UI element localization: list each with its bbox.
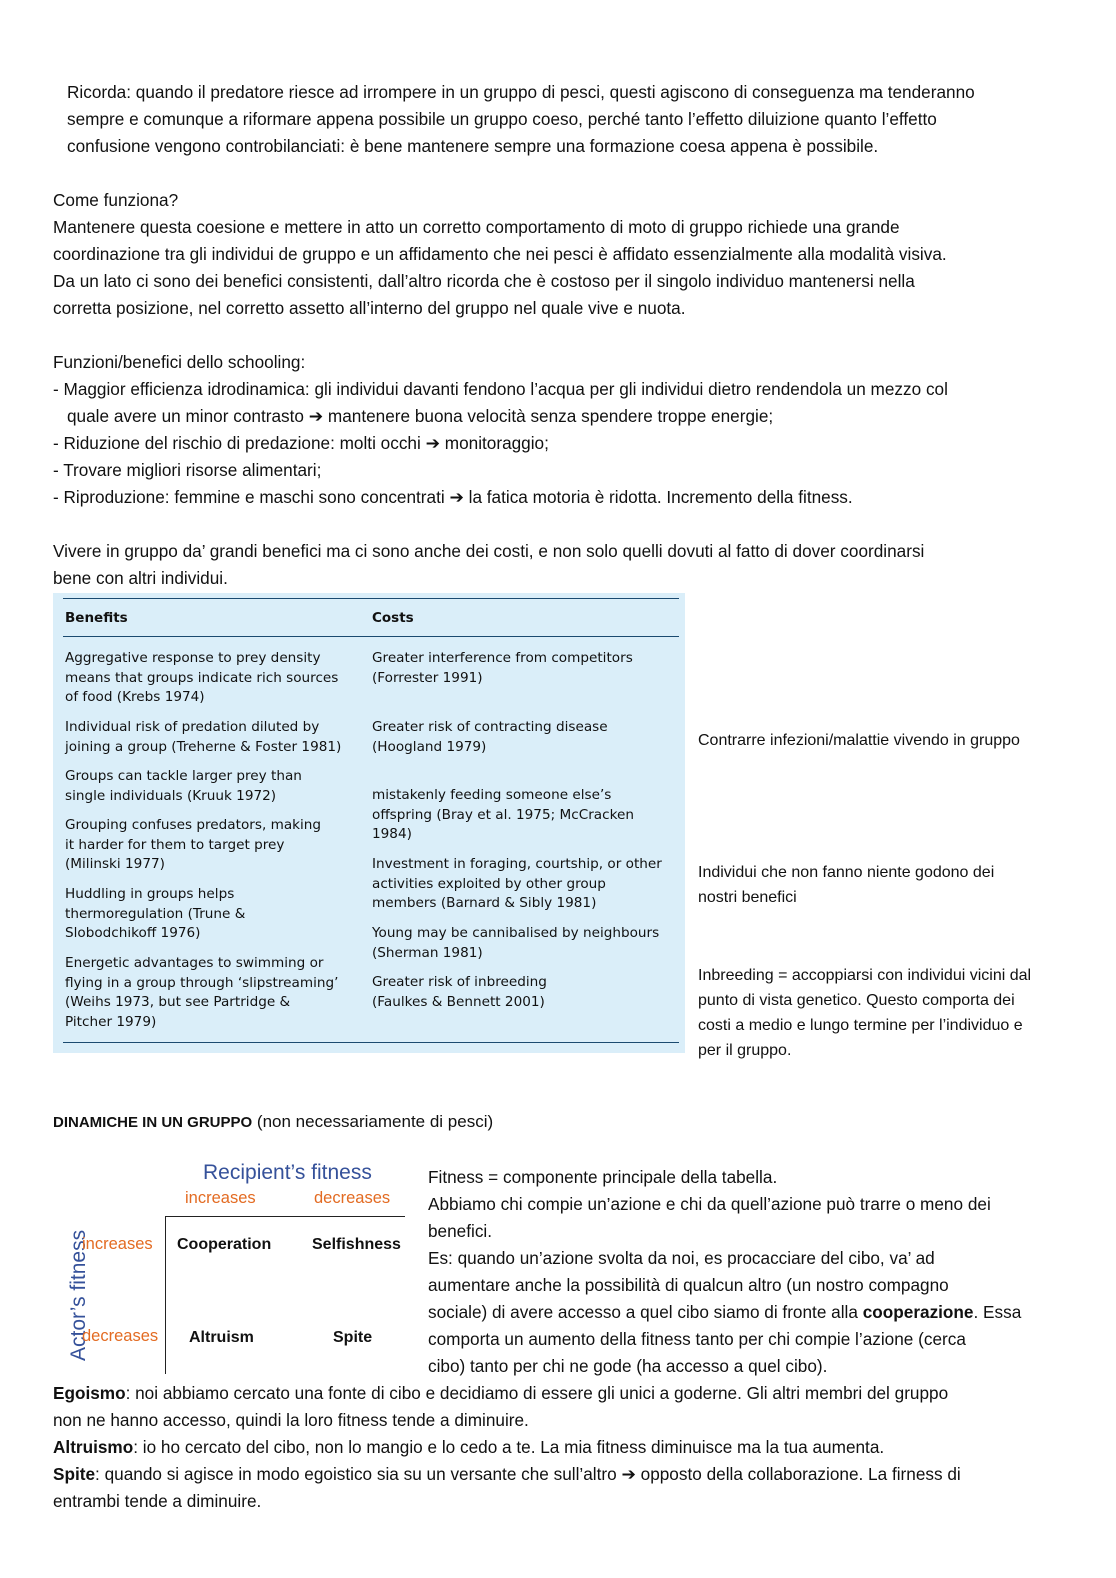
intro-line: sempre e comunque a riformare appena possibile un gruppo coeso, perché tanto l’effetto diluizione quanto l’effetto	[67, 109, 937, 129]
dynamics-subtitle: (non necessariamente di pesci)	[252, 1112, 494, 1131]
recipient-decreases: decreases	[314, 1189, 391, 1207]
benefit-entry: Huddling in groups helps thermoregulation (Trune & Slobodchikoff 1976)	[65, 886, 246, 942]
benefit-entry: Groups can tackle larger prey than single individuals (Kruuk 1972)	[65, 768, 302, 804]
note-inbreeding: Inbreeding = accoppiarsi con individui vicini dal punto di vista genetico. Questo comporta dei costi a medio e lungo termine per l’individuo e per il gruppo.	[698, 967, 1032, 1059]
actor-increases: increases	[82, 1235, 153, 1253]
how-paragraph	[53, 187, 947, 322]
functions-item: - Riduzione del rischio di predazione: molti occhi ➔ monitoraggio;	[53, 433, 549, 453]
benefit-entry: Individual risk of predation diluted by joining a group (Treherne & Foster 1981)	[65, 719, 342, 755]
benefits-header: Benefits	[65, 610, 128, 626]
cost-entry: Investment in foraging, courtship, or other activities exploited by other group members (Barnard & Sibly 1981)	[372, 856, 662, 912]
cell-cooperation: Cooperation	[177, 1236, 272, 1253]
definition-altruismo: Altruismo: io ho cercato del cibo, non lo mangio e lo cedo a te. La mia fitness diminuisce ma la tua aumenta.	[53, 1437, 885, 1457]
table-top-rule	[63, 598, 679, 599]
functions-item: - Riproduzione: femmine e maschi sono concentrati ➔ la fatica motoria è ridotta. Incremento della fitness.	[53, 487, 853, 507]
fitness-paragraph: Fitness = componente principale della tabella. Abbiamo chi compie un’azione e chi da quell’azione può trarre o meno dei benefici. Es: quando un’azione svolta da noi, es procacciare del cibo, va’ ad aumentare anche la possibilità di qualcun altro (un nostro compagno sociale) di avere accesso a quel cibo siamo di fronte alla cooperazione. Essa comporta un aumento della fitness tanto per chi compie l’azione (cerca cibo) tanto per chi ne gode (ha accesso a quel cibo).	[428, 1167, 1022, 1376]
cost-entry: mistakenly feeding someone else’s offspring (Bray et al. 1975; McCracken 1984)	[372, 787, 634, 843]
group-living-line: bene con altri individui.	[53, 568, 228, 588]
matrix-horizontal-rule	[165, 1216, 405, 1217]
intro-paragraph	[67, 79, 975, 160]
functions-list	[53, 349, 948, 511]
cost-entry: Greater risk of contracting disease (Hoogland 1979)	[372, 719, 608, 755]
actor-decreases: decreases	[82, 1327, 159, 1345]
intro-line: confusione vengono controbilanciati: è bene mantenere sempre una formazione coesa appena è possibile.	[67, 136, 879, 156]
how-question: Come funziona?	[53, 190, 179, 210]
fitness-matrix	[52, 1160, 420, 1375]
cell-selfishness: Selfishness	[312, 1236, 401, 1253]
table-bottom-rule	[63, 1042, 679, 1043]
functions-item: - Trovare migliori risorse alimentari;	[53, 460, 322, 480]
how-line: corretta posizione, nel corretto assetto all’interno del gruppo nel quale vive e nuota.	[53, 298, 686, 318]
benefit-entry: Grouping confuses predators, making it harder for them to target prey (Milinski 1977)	[65, 817, 322, 873]
costs-header: Costs	[372, 610, 414, 626]
recipient-increases: increases	[185, 1189, 256, 1207]
definition-egoismo: Egoismo: noi abbiamo cercato una fonte di cibo e decidiamo di essere gli unici a goderne. Gli altri membri del gruppo	[53, 1383, 949, 1403]
note-freeriders: Individui che non fanno niente godono dei nostri benefici	[698, 864, 995, 906]
cost-entry: Greater interference from competitors (Forrester 1991)	[372, 650, 633, 686]
benefit-entry: Energetic advantages to swimming or flying in a group through ‘slipstreaming’ (Weihs 1973, but see Partridge & Pitcher 1979)	[65, 955, 339, 1030]
cost-entry: Greater risk of inbreeding (Faulkes & Bennett 2001)	[372, 974, 547, 1010]
functions-item-continued: quale avere un minor contrasto ➔ mantenere buona velocità senza spendere troppe energie;	[67, 406, 774, 426]
how-line: Da un lato ci sono dei benefici consistenti, dall’altro ricorda che è costoso per il singolo individuo mantenersi nella	[53, 271, 915, 291]
functions-title: Funzioni/benefici dello schooling:	[53, 352, 306, 372]
how-line: coordinazione tra gli individui de gruppo e un affidamento che nei pesci è affidato essenzialmente alla modalità visiva.	[53, 244, 947, 264]
how-line: Mantenere questa coesione e mettere in atto un corretto comportamento di moto di gruppo richiede una grande	[53, 217, 900, 237]
group-living-line: Vivere in gruppo da’ grandi benefici ma ci sono anche dei costi, e non solo quelli dovuti al fatto di dover coordinarsi	[53, 541, 925, 561]
intro-line: Ricorda: quando il predatore riesce ad irrompere in un gruppo di pesci, questi agiscono di conseguenza ma tenderanno	[67, 82, 975, 102]
cell-spite: Spite	[333, 1329, 373, 1346]
definition-spite: Spite: quando si agisce in modo egoistico sia su un versante che sull’altro ➔ opposto della collaborazione. La firness di	[53, 1464, 961, 1484]
cost-entry: Young may be cannibalised by neighbours (Sherman 1981)	[372, 925, 660, 961]
dynamics-title: DINAMICHE IN UN GRUPPO	[53, 1114, 253, 1131]
benefits-costs-table	[53, 593, 685, 1053]
dynamics-heading	[53, 1108, 493, 1136]
note-disease: Contrarre infezioni/malattie vivendo in gruppo	[698, 732, 1020, 749]
definitions: Egoismo: noi abbiamo cercato una fonte di cibo e decidiamo di essere gli unici a goderne. Gli altri membri del gruppo non ne hanno accesso, quindi la loro fitness tende a diminuire. Altruismo: io ho cercato del cibo, non lo mangio e lo cedo a te. La mia fitness diminuisce ma la tua aumenta. Spite: quando si agisce in modo egoistico sia su un versante che sull’altro ➔ opposto della collaborazione. La firness di entrambi tende a diminuire.	[53, 1380, 961, 1515]
table-header-rule	[63, 636, 679, 637]
recipient-fitness-label: Recipient’s fitness	[203, 1161, 372, 1184]
matrix-vertical-rule	[165, 1216, 166, 1374]
benefit-entry: Aggregative response to prey density means that groups indicate rich sources of food (Krebs 1974)	[65, 650, 339, 706]
actor-fitness-label: Actor’s fitness	[67, 1229, 90, 1361]
group-living-paragraph	[53, 538, 924, 592]
cell-altruism: Altruism	[189, 1329, 254, 1346]
functions-item: - Maggior efficienza idrodinamica: gli individui davanti fendono l’acqua per gli individui dietro rendendola un mezzo col	[53, 379, 948, 399]
